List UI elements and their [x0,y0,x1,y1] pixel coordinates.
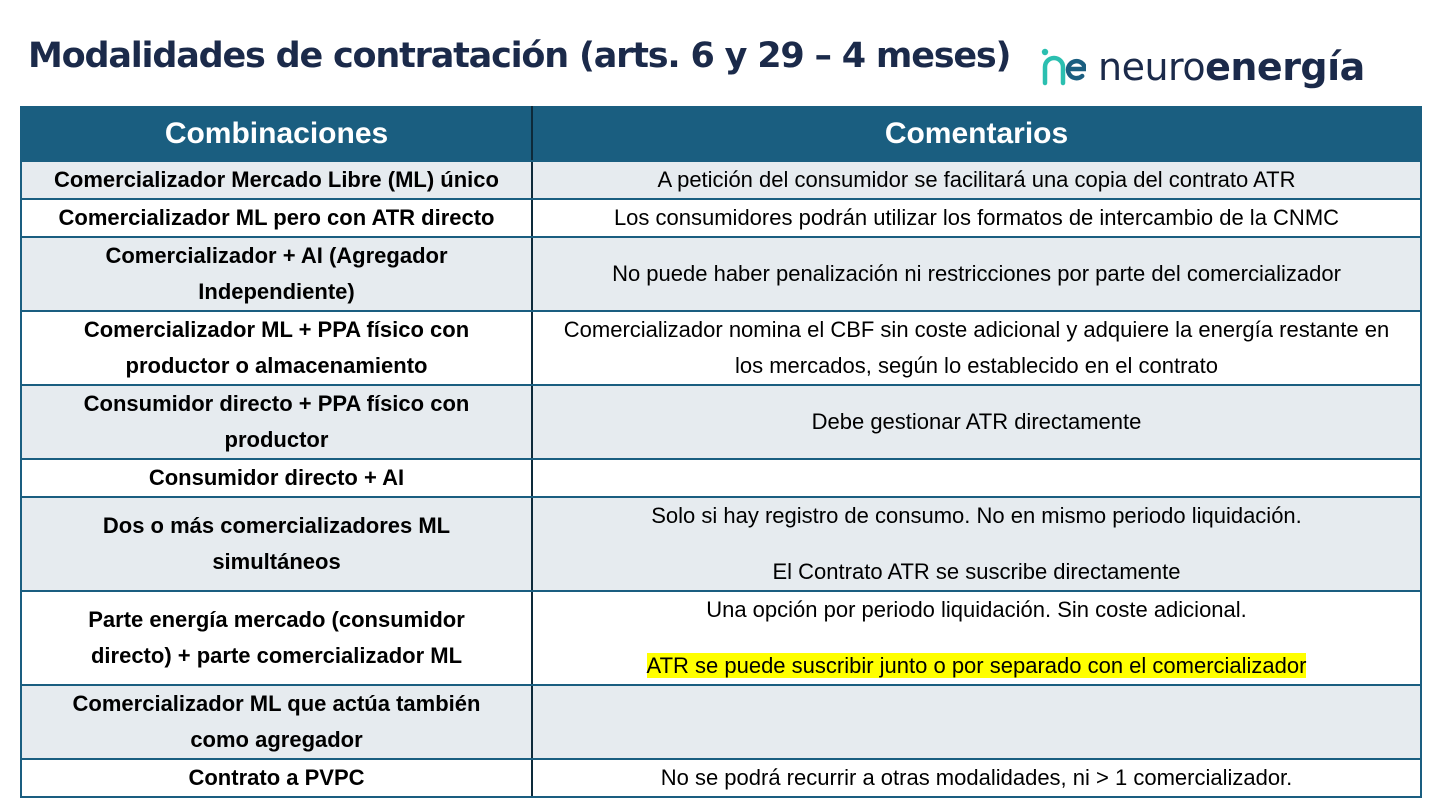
comment-cell [532,459,1421,497]
page-title: Modalidades de contratación (arts. 6 y 29 – 4 meses) [28,36,1011,76]
logo-text-bold: energía [1205,45,1365,89]
table-row [21,199,1421,237]
table-row [21,591,1421,685]
comment-cell: No se podrá recurrir a otras modalidades, ni > 1 comercializador. [532,759,1421,797]
combo-cell: Contrato a PVPC [21,759,532,797]
comment-cell: A petición del consumidor se facilitará una copia del contrato ATR [532,161,1421,199]
table-row [21,759,1421,797]
comment-cell: Los consumidores podrán utilizar los formatos de intercambio de la CNMC [532,199,1421,237]
table-row [21,161,1421,199]
combo-cell: Comercializador Mercado Libre (ML) único [21,161,532,199]
comment-line: Solo si hay registro de consumo. No en mismo periodo liquidación. [651,503,1302,528]
table-row [21,497,1421,591]
comment-cell [532,685,1421,759]
combo-cell: Dos o más comercializadores ML simultáneos [21,497,532,591]
comment-cell [532,591,1421,685]
logo-text-light: neuro [1098,45,1206,89]
highlighted-comment: ATR se puede suscribir junto o por separado con el comercializador [646,653,1307,678]
contracting-modalities-table [20,106,1422,798]
table-row [21,237,1421,311]
combo-cell: Comercializador + AI (Agregador Independiente) [21,237,532,311]
table-row [21,385,1421,459]
comment-line: Una opción por periodo liquidación. Sin coste adicional. [706,597,1247,622]
header-combinaciones: Combinaciones [21,107,532,161]
neuroenergia-logo [1040,40,1365,94]
combo-cell: Consumidor directo + PPA físico con productor [21,385,532,459]
comment-line-wrap [539,648,1414,684]
table-row [21,685,1421,759]
logo-wordmark [1098,45,1365,89]
table-header-row [21,107,1421,161]
comment-cell: No puede haber penalización ni restricciones por parte del comercializador [532,237,1421,311]
neuroenergia-ne-logo-icon [1040,47,1086,87]
combo-cell: Comercializador ML + PPA físico con productor o almacenamiento [21,311,532,385]
table-row [21,311,1421,385]
comment-cell: Comercializador nomina el CBF sin coste adicional y adquiere la energía restante en los mercados, según lo establecido en el contrato [532,311,1421,385]
combo-cell: Parte energía mercado (consumidor directo) + parte comercializador ML [21,591,532,685]
comment-cell: Debe gestionar ATR directamente [532,385,1421,459]
header-comentarios: Comentarios [532,107,1421,161]
comment-line: El Contrato ATR se suscribe directamente [772,559,1181,584]
comment-cell [532,497,1421,591]
combo-cell: Comercializador ML que actúa también como agregador [21,685,532,759]
combo-cell: Consumidor directo + AI [21,459,532,497]
table-row [21,459,1421,497]
combo-cell: Comercializador ML pero con ATR directo [21,199,532,237]
